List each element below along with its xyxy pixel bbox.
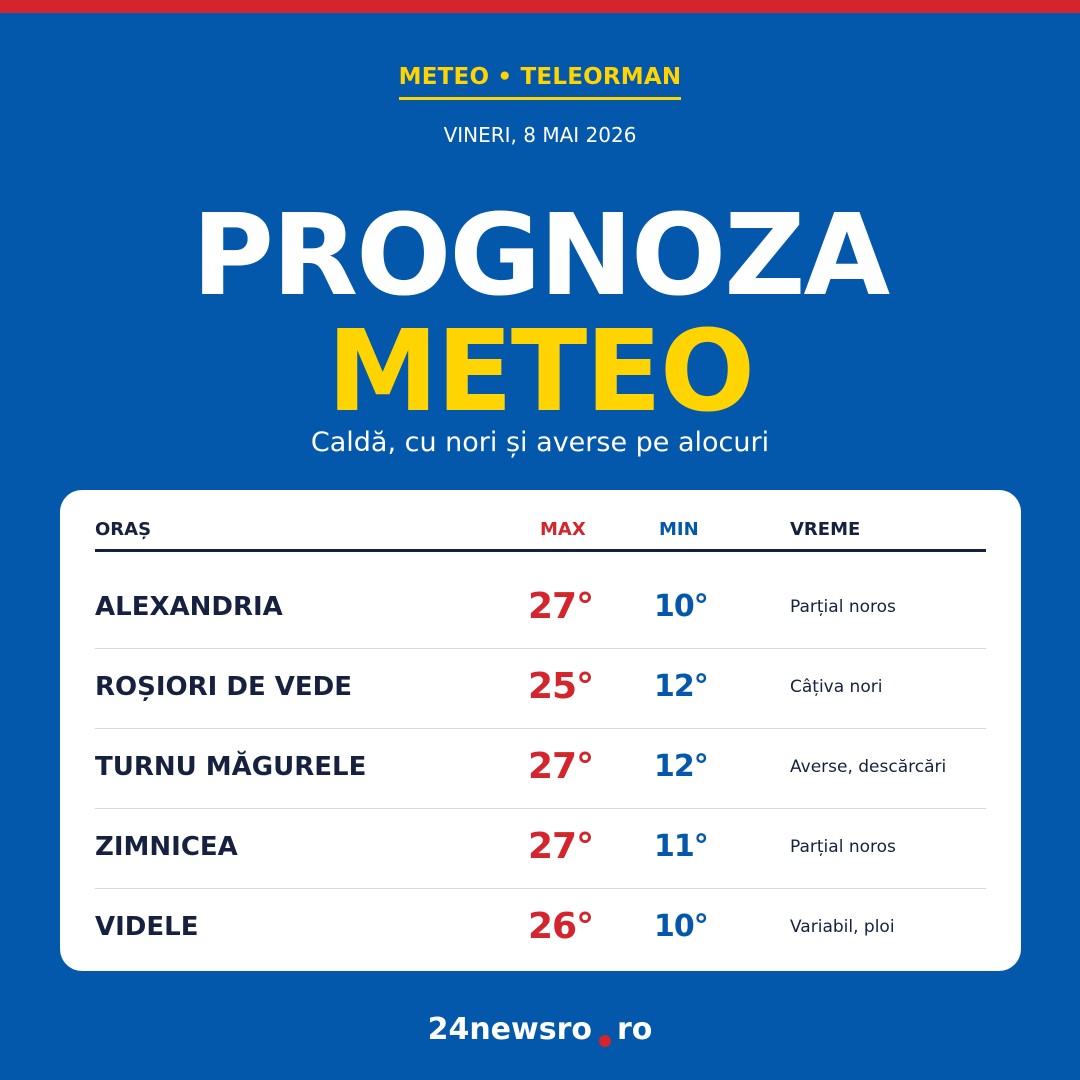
- forecast-summary: Caldă, cu nori și averse pe alocuri: [310, 427, 770, 458]
- city-name: ROȘIORI DE VEDE: [95, 672, 352, 702]
- weather-description: Câțiva nori: [790, 677, 883, 697]
- city-name: TURNU MĂGURELE: [95, 752, 367, 782]
- max-temperature: 26°: [528, 906, 594, 947]
- table-row: [95, 888, 986, 968]
- min-temperature: 12°: [654, 669, 708, 704]
- column-header-city: ORAȘ: [95, 519, 152, 540]
- forecast-table-card: [60, 490, 1021, 971]
- weather-description: Averse, descărcări: [790, 757, 947, 777]
- table-row: [95, 648, 986, 729]
- top-accent-strip: [0, 0, 1080, 13]
- forecast-date: VINERI, 8 MAI 2026: [443, 123, 637, 147]
- weather-description: Parțial noros: [790, 837, 896, 857]
- weather-description: Variabil, ploi: [790, 917, 895, 937]
- city-name: ALEXANDRIA: [95, 592, 283, 622]
- city-name: ZIMNICEA: [95, 832, 238, 862]
- table-row: [95, 808, 986, 889]
- table-row: [95, 568, 986, 649]
- table-row: [95, 728, 986, 809]
- column-header-max: MAX: [540, 519, 586, 540]
- max-temperature: 27°: [528, 826, 594, 867]
- max-temperature: 27°: [528, 586, 594, 627]
- city-name: VIDELE: [95, 912, 199, 942]
- title-line-2: METEO: [326, 307, 754, 437]
- weather-description: Parțial noros: [790, 597, 896, 617]
- max-temperature: 27°: [528, 746, 594, 787]
- brand-name: 24newsro: [427, 1012, 593, 1047]
- min-temperature: 11°: [654, 829, 708, 864]
- header-divider: [95, 549, 986, 552]
- brand-logo: [0, 1012, 1080, 1047]
- brand-domain: ro: [617, 1012, 653, 1047]
- column-header-weather: VREME: [790, 519, 861, 540]
- max-temperature: 25°: [528, 666, 594, 707]
- red-dot-icon: [599, 1035, 611, 1047]
- min-temperature: 12°: [654, 749, 708, 784]
- kicker-label: METEO • TELEORMAN: [399, 64, 682, 100]
- min-temperature: 10°: [654, 909, 708, 944]
- kicker: [0, 64, 1080, 100]
- column-header-min: MIN: [659, 519, 699, 540]
- min-temperature: 10°: [654, 589, 708, 624]
- title-line-1: PROGNOZA: [191, 191, 889, 321]
